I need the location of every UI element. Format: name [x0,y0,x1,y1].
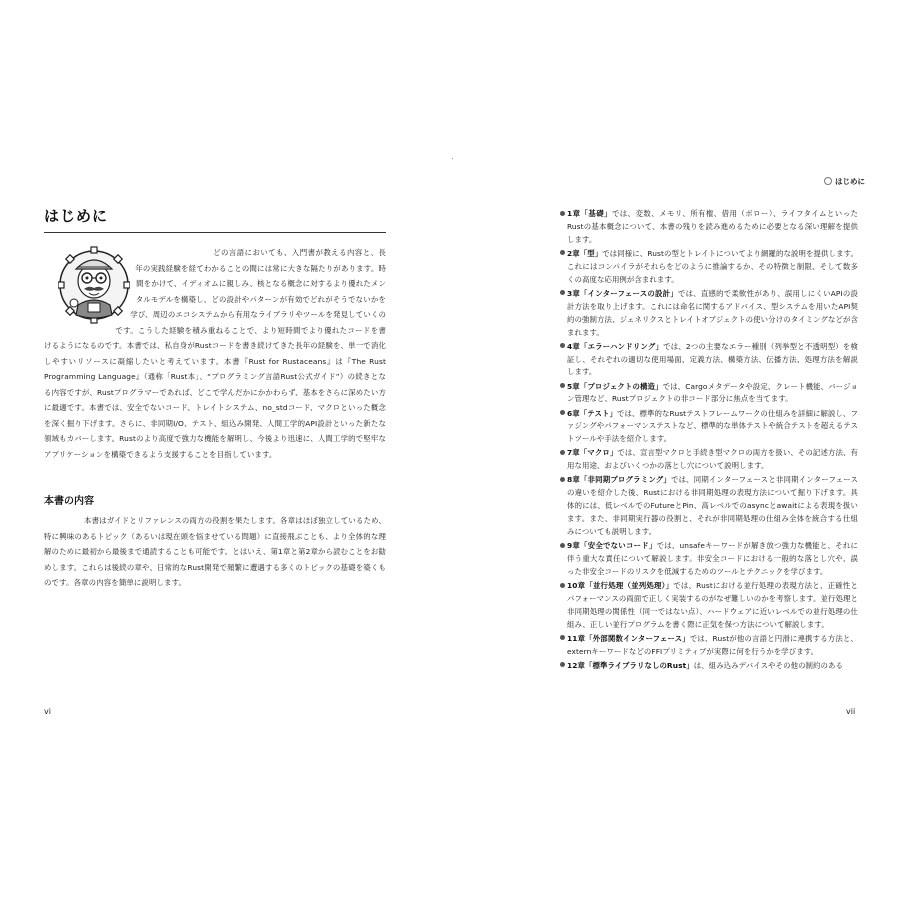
chapter-label: 1章「基礎」 [567,209,612,218]
bullet-icon [560,383,565,388]
bullet-icon [560,450,565,455]
chapter-item [560,248,858,287]
running-head [824,176,865,187]
section-paragraph: 本書はガイドとリファレンスの両方の役割を果たします。各章はほぼ独立しているため、特に興味のあるトピック（あるいは現在頭を悩ませている問題）に直接飛ぶことも、より全体的な理解のために最初から最後まで通読することも可能です。とはいえ、第1章と第2章から読むことをお勧めします。これらは後続の章や、日常的なRust開発で頻繁に遭遇する多くのトピックの基礎を築くものです。各章の内容を簡単に説明します。 [44,516,386,587]
chapter-item [560,474,858,539]
chapter-label: 12章「標準ライブラリなしのRust」 [567,660,694,670]
chapter-description: では、2つの主要なエラー種別（列挙型と不透明型）を検証し、それぞれの適切な使用場面、定義方法、構築方法、伝播方法、処理方法を解説します。 [567,341,858,377]
chapter-description: では、直感的で柔軟性があり、誤用しにくいAPIの設計方法を取り上げます。これには命名に関するアドバイス、型システムを用いたAPI契約の強制方法、ジェネリクスとトレイトオブジェクトの使い分けのタイミングなどが含まれます。 [567,288,858,337]
chapter-description: では同様に、Rustの型とトレイトについてより網羅的な説明を提供します。これにはコンパイラがそれらをどのように推論するか、その特徴と制限、そして数多くの高度な応用例が含まれます。 [567,248,858,284]
running-head-dot-icon [824,177,832,185]
intro-block [44,245,386,462]
chapter-label: 2章「型」 [567,248,603,258]
chapter-label: 9章「安全でないコード」 [567,541,657,551]
chapter-item [560,447,858,473]
mascot-illustration [58,245,130,325]
chapter-label: 3章「インターフェースの設計」 [567,288,678,298]
bullet-icon [560,477,565,482]
chapter-description: では、標準的なRustテストフレームワークの仕組みを詳細に解説し、ファジングやパフォーマンステストなど、標準的な単体テストや統合テストを超えるテストツールや手法を紹介します。 [567,408,858,444]
chapter-item [560,408,858,447]
page-number-left: vi [44,707,51,716]
chapter-item [560,633,858,659]
section-heading: 本書の内容 [44,496,94,507]
bullet-icon [560,290,565,295]
bullet-icon [560,662,565,667]
chapter-description: では、unsafeキーワードが解き放つ強力な機能と、それに伴う重大な責任について解説します。非安全コードにおける一般的な落とし穴や、誤った非安全コードのリスクを低減するためのツールとテクニックを学びます。 [567,541,859,576]
bullet-icon [560,211,565,216]
bullet-icon [560,583,565,588]
chapter-label: 10章「並行処理（並列処理）」 [567,581,674,591]
chapter-list [560,208,858,674]
bullet-icon [560,635,565,640]
chapter-label: 8章「非同期プログラミング」 [567,475,671,485]
gutter-mark [452,158,453,159]
chapter-description: では、Rustが他の言語と円滑に連携する方法と、externキーワードなどのFFIプリミティブが実際に何を行うかを学びます。 [567,633,858,656]
chapter-item [560,660,858,673]
running-head-text: はじめに [835,177,865,186]
page-title: はじめに [44,205,386,233]
chapter-description: では、変数、メモリ、所有権、借用（ボロー）、ライフタイムといったRustの基本概念について、本書の残りを読み進めるために必要となる深い理解を提供します。 [567,209,858,244]
intro-text: どの言語においても、入門書が教える内容と、長年の実践経験を経てわかることの間には常に大きな隔たりがあります。時間をかけて、イディオムに親しみ、核となる概念に対するより優れたメンタルモデルを構築し、どの設計やパターンが有効でどれがそうでないかを学び、周辺のエコシステムから有用なライブラリやツールを発見していくのです。こうした経験を積み重ねることで、より短時間でより優れたコードを書けるようになるのです。本書では、私自身がRustコードを書き続けてきた長年の経験を、単一で消化しやすいリソースに凝縮したいと考えています。本書『Rust for Rustaceans』は『The Rust Programming Language』（通称「Rust本」、“プログラミング言語Rust公式ガイド”）の続きとなる内容ですが、Rustプログラマーであれば、どこで学んだかにかかわらず、基本をさらに深めたい方に最適です。本書では、安全でないコード、トレイトシステム、no_stdコード、マクロといった概念を深く掘り下げます。さらに、非同期I/O、テスト、組込み開発、人間工学的API設計といった新たな領域もカバーします。Rustのより高度で強力な機能を解明し、今後より迅速に、人間工学的で堅牢なアプリケーションを構築できるよう支援することを目指しています。 [44,248,386,459]
chapter-label: 11章「外部関数インターフェース」 [567,633,690,643]
chapter-item [560,580,858,632]
chapter-label: 7章「マクロ」 [567,448,618,458]
bullet-icon [560,543,565,548]
chapter-item [560,288,858,340]
chapter-label: 4章「エラーハンドリング」 [567,341,664,351]
chapter-description: では、宣言型マクロと手続き型マクロの両方を扱い、その記述方法、有用な用途、およびいくつかの落とし穴について説明します。 [567,448,859,471]
bullet-icon [560,343,565,348]
chapter-description: は、組み込みデバイスやその他の制約のある [693,660,844,670]
chapter-item [560,208,858,247]
chapter-label: 6章「テスト」 [567,408,617,418]
chapter-description: では、Cargoメタデータや設定、クレート機能、バージョン管理など、Rustプロジェクトの非コード部分に焦点を当てます。 [567,381,858,404]
chapter-description: では、同期インターフェースと非同期インターフェースの違いを紹介した後、Rustにおける非同期処理の表現方法について掘り下げます。具体的には、低レベルでのFutureとPin、高レベルでのasyncとawaitによる表現を扱います。また、非同期実行器の役割と、それが非同期処理の仕組み全体を統合する仕組みについても説明します。 [567,475,858,537]
chapter-label: 5章「プロジェクトの構造」 [567,381,663,391]
bullet-icon [560,250,565,255]
page-number-right: vii [846,707,856,716]
chapter-item [560,540,858,579]
chapter-description: では、Rustにおける並行処理の表現方法と、正確性とパフォーマンスの両面で正しく実装するのがなぜ難しいのかを考察します。並行処理と非同期処理の関係性（同一ではない点）、ハードウェアに近いレベルでの並行処理の仕組み、正しい並行プログラムを書く際に正気を保つ方法について解説します。 [567,581,858,629]
bullet-icon [560,410,565,415]
chapter-item [560,381,858,407]
left-page [44,205,386,591]
chapter-item [560,341,858,380]
